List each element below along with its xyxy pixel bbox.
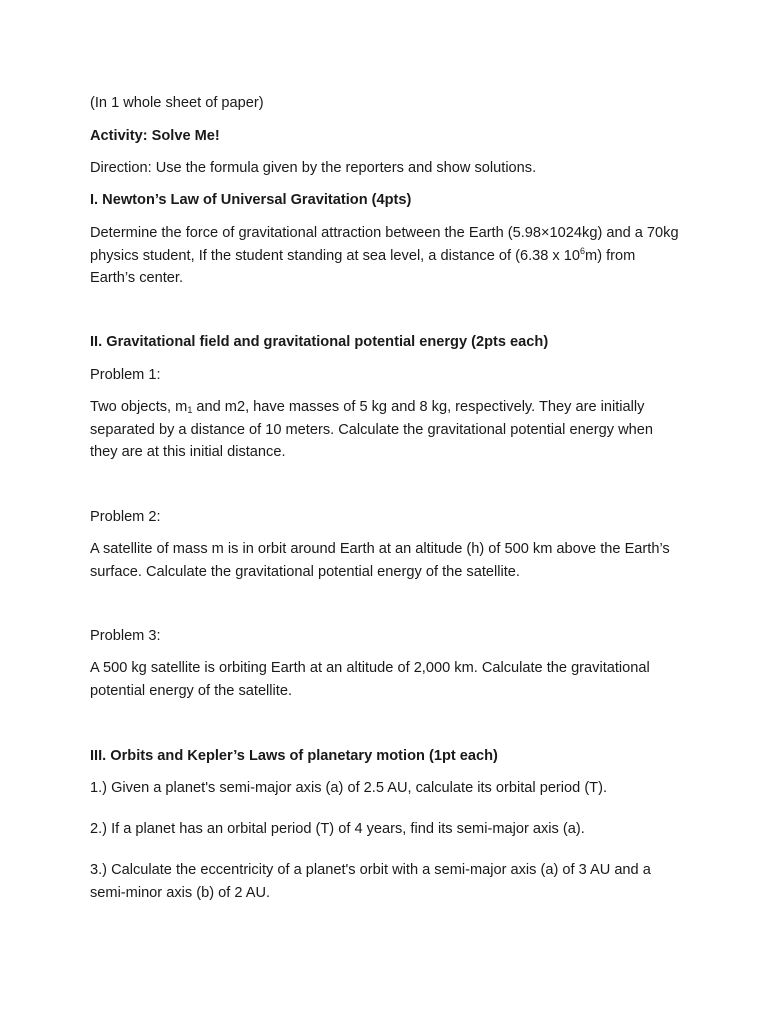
kepler-question-3: 3.) Calculate the eccentricity of a planet's orbit with a semi-major axis (a) of 3 AU and a semi-minor axis (b) of 2 AU. — [90, 862, 651, 901]
problem-1-text-a: Two objects, m — [90, 399, 188, 415]
section-3-heading: III. Orbits and Kepler’s Laws of planetary motion (1pt each) — [90, 748, 498, 764]
problem-2-label: Problem 2: — [90, 509, 161, 525]
direction-text: Direction: Use the formula given by the reporters and show solutions. — [90, 160, 537, 176]
section-1-text-a: Determine the force of gravitational attraction between the Earth (5.98×1024kg) and a 70kg physics student, If the student standing at sea level, a distance of (6.38 x 10 — [90, 225, 679, 264]
problem-2-text: A satellite of mass m is in orbit around Earth at an altitude (h) of 500 km above the Earth’s surface. Calculate the gravitational potential energy of the satellite. — [90, 541, 670, 580]
paper-note: (In 1 whole sheet of paper) — [90, 95, 264, 111]
problem-3-text: A 500 kg satellite is orbiting Earth at an altitude of 2,000 km. Calculate the gravitational potential energy of the satellite. — [90, 660, 650, 699]
section-1-text-b: m) from Earth’s center. — [90, 247, 636, 286]
problem-1-text-b: and m2, have masses of 5 kg and 8 kg, respectively. They are initially separated by a distance of 10 meters. Calculate the gravitational potential energy when they are at this initial distance. — [90, 399, 654, 460]
section-1-problem — [90, 222, 680, 290]
activity-title: Activity: Solve Me! — [90, 128, 220, 144]
problem-1-text — [90, 396, 680, 464]
subscript: 1 — [187, 405, 193, 415]
problem-3-label: Problem 3: — [90, 628, 161, 644]
kepler-question-1: 1.) Given a planet's semi-major axis (a) of 2.5 AU, calculate its orbital period (T). — [90, 780, 608, 796]
kepler-question-2: 2.) If a planet has an orbital period (T) of 4 years, find its semi-major axis (a). — [90, 821, 585, 837]
problem-1-label: Problem 1: — [90, 367, 161, 383]
section-1-heading: I. Newton’s Law of Universal Gravitation (4pts) — [90, 192, 412, 208]
section-2-heading: II. Gravitational field and gravitational potential energy (2pts each) — [90, 334, 549, 350]
exponent: 6 — [580, 245, 586, 256]
